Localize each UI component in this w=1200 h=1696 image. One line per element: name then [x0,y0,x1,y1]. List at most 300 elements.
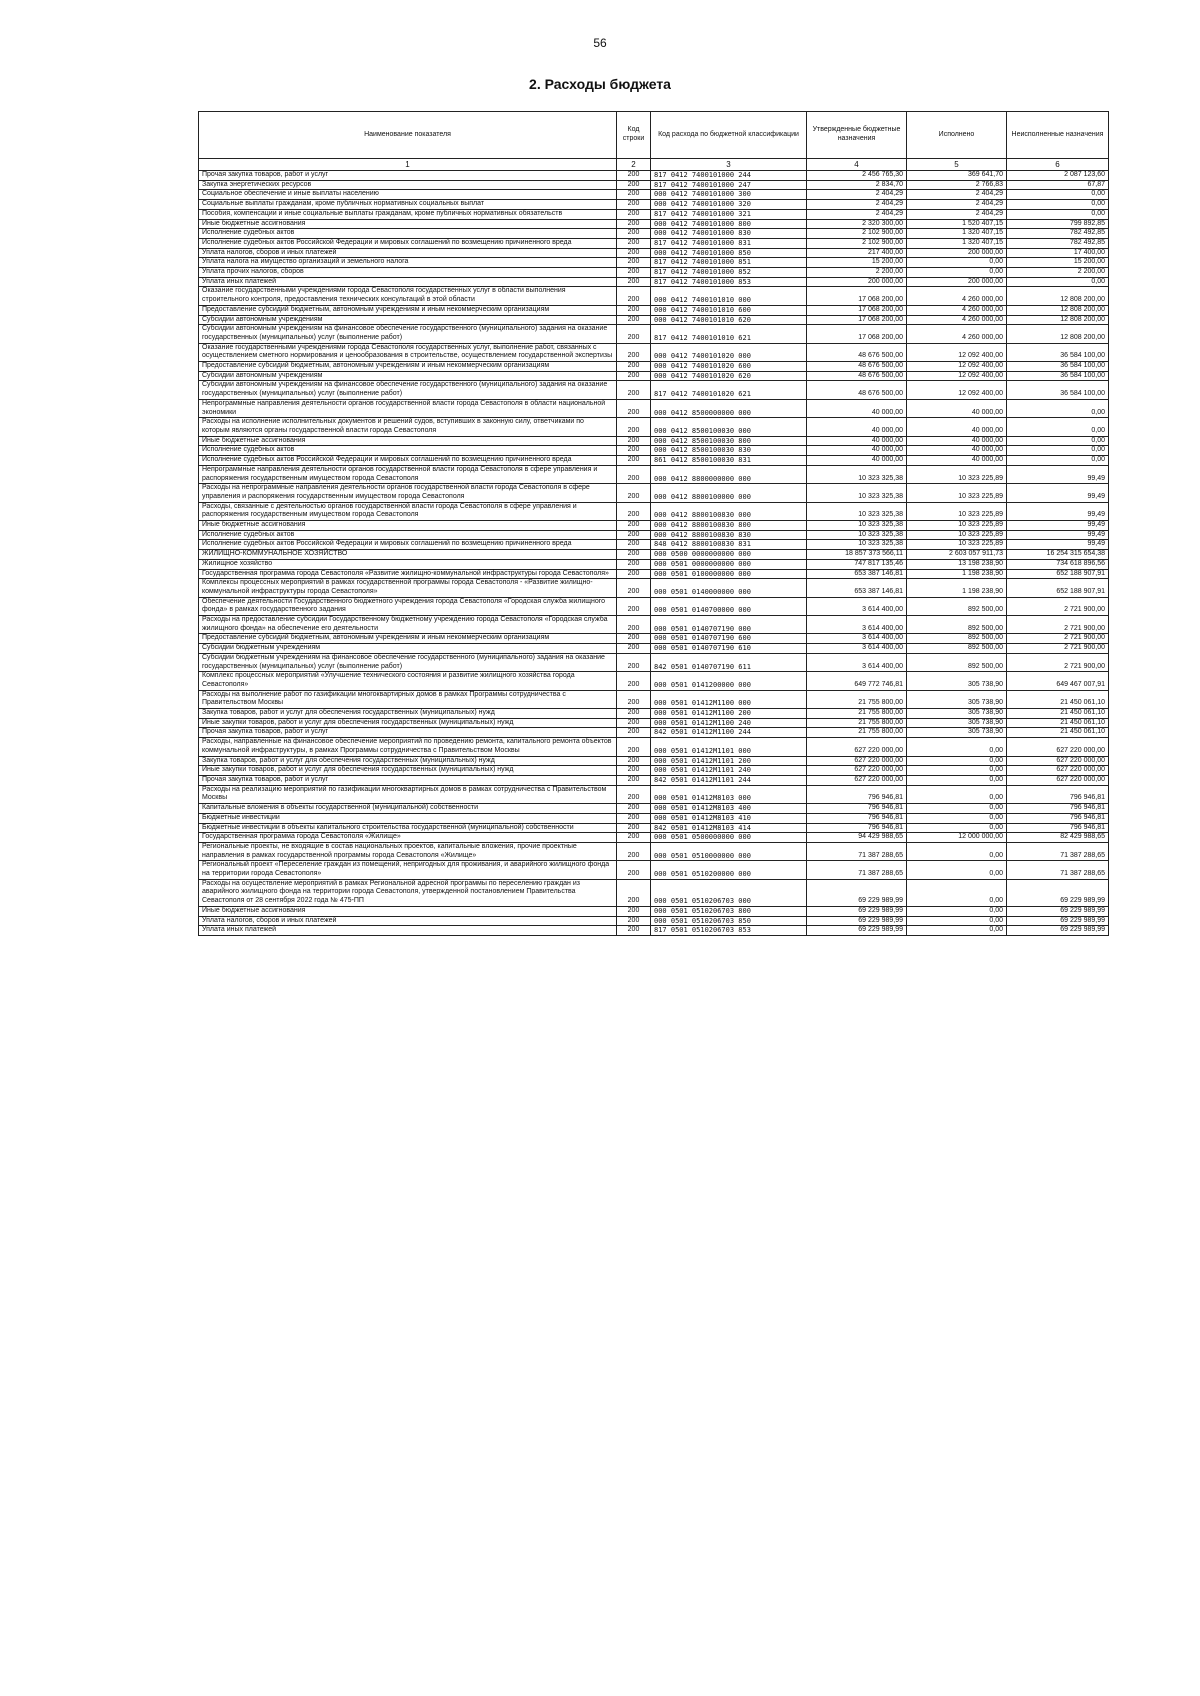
row-executed-amount: 12 092 400,00 [907,362,1007,372]
table-row [199,268,1109,278]
row-unexecuted-amount: 99,49 [1007,502,1109,520]
row-approved-amount: 69 229 989,99 [807,926,907,936]
row-classification-code: 000 0412 7400101010 000 [651,287,807,305]
row-indicator-name: Непрограммные направления деятельности органов государственной власти города Севастополя в сфере управления и распоряжения государственным имуществом города Севастополя [199,465,617,483]
table-row [199,813,1109,823]
row-classification-code: 842 0501 0140707190 611 [651,653,807,671]
row-line-code: 200 [617,597,651,615]
table-row [199,709,1109,719]
row-classification-code: 842 0501 01412М1100 244 [651,728,807,738]
row-unexecuted-amount: 652 188 907,91 [1007,569,1109,579]
row-classification-code: 817 0412 7400101000 851 [651,258,807,268]
row-classification-code: 000 0412 7400101000 850 [651,248,807,258]
row-unexecuted-amount: 627 220 000,00 [1007,776,1109,786]
row-line-code: 200 [617,209,651,219]
row-indicator-name: Уплата иных платежей [199,926,617,936]
table-row [199,258,1109,268]
row-line-code: 200 [617,766,651,776]
row-executed-amount: 2 603 057 911,73 [907,550,1007,560]
table-row [199,530,1109,540]
row-classification-code: 000 0412 7400101000 800 [651,219,807,229]
row-approved-amount: 796 946,81 [807,804,907,814]
table-row [199,305,1109,315]
row-line-code: 200 [617,229,651,239]
row-approved-amount: 653 387 146,81 [807,579,907,597]
page-number: 56 [593,36,607,50]
row-approved-amount: 200 000,00 [807,277,907,287]
row-line-code: 200 [617,521,651,531]
row-classification-code: 000 0501 01412М1101 240 [651,766,807,776]
row-line-code: 200 [617,315,651,325]
row-indicator-name: Социальные выплаты гражданам, кроме публичных нормативных социальных выплат [199,200,617,210]
row-approved-amount: 40 000,00 [807,418,907,436]
row-line-code: 200 [617,219,651,229]
row-indicator-name: Расходы на исполнение исполнительных документов и решений судов, вступивших в законную силу, ответчиками по которым являются органы государственной власти города Севастополя [199,418,617,436]
row-classification-code: 000 0501 0500000000 000 [651,833,807,843]
row-line-code: 200 [617,305,651,315]
column-number: 1 [199,159,617,171]
row-line-code: 200 [617,530,651,540]
row-executed-amount: 40 000,00 [907,446,1007,456]
row-unexecuted-amount: 0,00 [1007,277,1109,287]
row-unexecuted-amount: 0,00 [1007,436,1109,446]
table-row [199,521,1109,531]
row-executed-amount: 4 260 000,00 [907,287,1007,305]
header-unexecuted: Неисполненные назначения [1007,112,1109,159]
table-row [199,766,1109,776]
header-classification-code: Код расхода по бюджетной классификации [651,112,807,159]
row-line-code: 200 [617,248,651,258]
row-classification-code: 000 0412 7400101000 300 [651,190,807,200]
table-row [199,644,1109,654]
table-header-row [199,112,1109,159]
row-approved-amount: 2 404,29 [807,190,907,200]
row-approved-amount: 40 000,00 [807,436,907,446]
header-indicator-name: Наименование показателя [199,112,617,159]
table-row [199,690,1109,708]
row-approved-amount: 627 220 000,00 [807,766,907,776]
table-row [199,229,1109,239]
row-executed-amount: 0,00 [907,916,1007,926]
row-executed-amount: 2 766,83 [907,180,1007,190]
row-approved-amount: 3 614 400,00 [807,597,907,615]
table-row [199,209,1109,219]
row-classification-code: 817 0412 7400101000 852 [651,268,807,278]
row-approved-amount: 17 068 200,00 [807,305,907,315]
row-approved-amount: 21 755 800,00 [807,690,907,708]
row-indicator-name: Иные бюджетные ассигнования [199,521,617,531]
row-classification-code: 000 0501 0100000000 000 [651,569,807,579]
table-row [199,569,1109,579]
row-unexecuted-amount: 71 387 288,65 [1007,861,1109,879]
table-row [199,418,1109,436]
table-row [199,776,1109,786]
row-executed-amount: 0,00 [907,861,1007,879]
row-executed-amount: 4 260 000,00 [907,325,1007,343]
row-executed-amount: 10 323 225,89 [907,502,1007,520]
row-indicator-name: Расходы, связанные с деятельностью органов государственной власти города Севастополя в сфере управления и распоряжения государственным имуществом города Севастополя [199,502,617,520]
row-line-code: 200 [617,738,651,756]
row-line-code: 200 [617,268,651,278]
row-executed-amount: 0,00 [907,785,1007,803]
table-row [199,833,1109,843]
table-row [199,579,1109,597]
row-indicator-name: Расходы на выполнение работ по газификации многоквартирных домов в рамках Программы сотрудничества с Правительством Москвы [199,690,617,708]
table-row [199,277,1109,287]
table-row [199,248,1109,258]
row-indicator-name: Капитальные вложения в объекты государственной (муниципальной) собственности [199,804,617,814]
row-unexecuted-amount: 2 721 900,00 [1007,644,1109,654]
row-unexecuted-amount: 71 387 288,65 [1007,842,1109,860]
row-line-code: 200 [617,258,651,268]
table-row [199,171,1109,181]
row-indicator-name: Региональные проекты, не входящие в состав национальных проектов, капитальные вложения, прочие проектные направления в рамках государственной программы города Севастополя «Жилище» [199,842,617,860]
row-indicator-name: Комплекс процессных мероприятий «Улучшение технического состояния и развитие жилищного хозяйства города Севастополя» [199,672,617,690]
column-number-row [199,159,1109,171]
header-executed: Исполнено [907,112,1007,159]
row-indicator-name: Расходы на осуществление мероприятий в рамках Региональной адресной программы по переселению граждан из аварийного жилищного фонда на территории города Севастополя, утвержденной постановлением Правительства Севастополя от 28 сентября 2022 года № 475-ПП [199,879,617,906]
row-classification-code: 000 0501 0140707190 000 [651,616,807,634]
row-approved-amount: 40 000,00 [807,446,907,456]
row-classification-code: 817 0412 7400101020 621 [651,381,807,399]
row-line-code: 200 [617,653,651,671]
row-unexecuted-amount: 12 808 200,00 [1007,305,1109,315]
row-indicator-name: Расходы на непрограммные направления деятельности органов государственной власти города Севастополя в сфере управления и распоряжения государственным имуществом города Севастополя [199,484,617,502]
row-classification-code: 000 0501 0140707190 610 [651,644,807,654]
row-unexecuted-amount: 12 808 200,00 [1007,287,1109,305]
row-line-code: 200 [617,804,651,814]
table-row [199,325,1109,343]
row-unexecuted-amount: 36 584 100,00 [1007,343,1109,361]
table-row [199,484,1109,502]
row-approved-amount: 217 400,00 [807,248,907,258]
row-line-code: 200 [617,180,651,190]
table-row [199,861,1109,879]
table-row [199,190,1109,200]
row-classification-code: 000 0412 7400101010 600 [651,305,807,315]
row-executed-amount: 0,00 [907,766,1007,776]
row-approved-amount: 21 755 800,00 [807,718,907,728]
row-unexecuted-amount: 99,49 [1007,530,1109,540]
row-line-code: 200 [617,569,651,579]
table-row [199,653,1109,671]
row-unexecuted-amount: 36 584 100,00 [1007,362,1109,372]
row-approved-amount: 17 068 200,00 [807,315,907,325]
row-approved-amount: 2 404,29 [807,209,907,219]
row-executed-amount: 0,00 [907,926,1007,936]
row-classification-code: 000 0412 8800100830 800 [651,521,807,531]
row-unexecuted-amount: 0,00 [1007,446,1109,456]
row-approved-amount: 10 323 325,38 [807,465,907,483]
row-executed-amount: 305 738,90 [907,728,1007,738]
row-line-code: 200 [617,756,651,766]
header-line-code: Код строки [617,112,651,159]
row-executed-amount: 892 500,00 [907,634,1007,644]
table-row [199,399,1109,417]
row-indicator-name: Исполнение судебных актов Российской Федерации и мировых соглашений по возмещению причиненного вреда [199,456,617,466]
row-approved-amount: 649 772 746,81 [807,672,907,690]
row-line-code: 200 [617,634,651,644]
row-indicator-name: Исполнение судебных актов Российской Федерации и мировых соглашений по возмещению причиненного вреда [199,540,617,550]
row-executed-amount: 1 198 238,90 [907,579,1007,597]
row-approved-amount: 796 946,81 [807,813,907,823]
row-classification-code: 000 0501 0510000000 000 [651,842,807,860]
row-classification-code: 000 0501 01412М1100 240 [651,718,807,728]
row-indicator-name: Иные бюджетные ассигнования [199,906,617,916]
row-indicator-name: Субсидии автономным учреждениям на финансовое обеспечение государственного (муниципального) задания на оказание государственных (муниципальных) услуг (выполнение работ) [199,381,617,399]
row-indicator-name: Закупка энергетических ресурсов [199,180,617,190]
row-line-code: 200 [617,190,651,200]
row-classification-code: 000 0412 8800100830 000 [651,502,807,520]
row-executed-amount: 40 000,00 [907,418,1007,436]
row-executed-amount: 1 320 407,15 [907,238,1007,248]
row-executed-amount: 10 323 225,89 [907,521,1007,531]
row-classification-code: 000 0501 0510206703 850 [651,916,807,926]
row-classification-code: 000 0501 01412М1101 000 [651,738,807,756]
row-unexecuted-amount: 0,00 [1007,399,1109,417]
row-classification-code: 817 0412 7400101000 247 [651,180,807,190]
row-classification-code: 000 0501 01412М1100 000 [651,690,807,708]
table-row [199,616,1109,634]
row-unexecuted-amount: 2 721 900,00 [1007,597,1109,615]
table-row [199,502,1109,520]
row-indicator-name: Предоставление субсидий бюджетным, автономным учреждениям и иным некоммерческим организациям [199,634,617,644]
row-classification-code: 000 0501 01412М1101 200 [651,756,807,766]
row-approved-amount: 15 200,00 [807,258,907,268]
column-number: 4 [807,159,907,171]
row-executed-amount: 12 092 400,00 [907,343,1007,361]
row-indicator-name: Комплексы процессных мероприятий в рамках государственной программы города Севастополя - «Развитие жилищно-коммунальной инфраструктуры города Севастополя» [199,579,617,597]
row-indicator-name: Расходы, направленные на финансовое обеспечение мероприятий по проведению ремонта, капитального ремонта объектов коммунальной инфраструктуры, в рамках Программы сотрудничества с Правительством Москвы [199,738,617,756]
row-unexecuted-amount: 69 229 989,99 [1007,906,1109,916]
row-unexecuted-amount: 0,00 [1007,418,1109,436]
row-indicator-name: Расходы на реализацию мероприятий по газификации многоквартирных домов в рамках сотрудничества с Правительством Москвы [199,785,617,803]
row-line-code: 200 [617,399,651,417]
row-indicator-name: Уплата налогов, сборов и иных платежей [199,916,617,926]
row-executed-amount: 0,00 [907,776,1007,786]
row-line-code: 200 [617,718,651,728]
row-executed-amount: 4 260 000,00 [907,305,1007,315]
row-indicator-name: Исполнение судебных актов Российской Федерации и мировых соглашений по возмещению причиненного вреда [199,238,617,248]
table-row [199,436,1109,446]
row-line-code: 200 [617,672,651,690]
row-approved-amount: 40 000,00 [807,399,907,417]
row-indicator-name: Уплата налогов, сборов и иных платежей [199,248,617,258]
row-line-code: 200 [617,171,651,181]
row-indicator-name: Пособия, компенсации и иные социальные выплаты гражданам, кроме публичных нормативных обязательств [199,209,617,219]
row-indicator-name: Субсидии бюджетным учреждениям [199,644,617,654]
row-line-code: 200 [617,728,651,738]
row-indicator-name: Субсидии автономным учреждениям [199,371,617,381]
row-classification-code: 817 0501 0510206703 853 [651,926,807,936]
row-approved-amount: 10 323 325,38 [807,540,907,550]
row-classification-code: 000 0501 0510206703 000 [651,879,807,906]
table-row [199,823,1109,833]
row-classification-code: 817 0412 7400101000 321 [651,209,807,219]
row-approved-amount: 48 676 500,00 [807,362,907,372]
row-line-code: 200 [617,690,651,708]
row-line-code: 200 [617,644,651,654]
row-approved-amount: 3 614 400,00 [807,634,907,644]
row-indicator-name: Оказание государственными учреждениями города Севастополя государственных услуг, выполнение работ, связанных с осуществлением сметного нормирования и ценообразования в строительстве, осуществлением государственной экспертизы [199,343,617,361]
row-unexecuted-amount: 0,00 [1007,456,1109,466]
row-unexecuted-amount: 734 618 896,56 [1007,559,1109,569]
row-executed-amount: 892 500,00 [907,616,1007,634]
row-approved-amount: 2 102 900,00 [807,238,907,248]
row-classification-code: 000 0412 8800100000 000 [651,484,807,502]
row-unexecuted-amount: 99,49 [1007,521,1109,531]
table-row [199,804,1109,814]
table-row [199,916,1109,926]
row-line-code: 200 [617,287,651,305]
table-row [199,906,1109,916]
row-executed-amount: 2 404,29 [907,200,1007,210]
row-approved-amount: 40 000,00 [807,456,907,466]
row-classification-code: 861 0412 8500100030 831 [651,456,807,466]
column-number: 6 [1007,159,1109,171]
row-classification-code: 000 0412 8500100030 830 [651,446,807,456]
row-unexecuted-amount: 2 721 900,00 [1007,634,1109,644]
row-approved-amount: 2 404,29 [807,200,907,210]
row-unexecuted-amount: 796 946,81 [1007,804,1109,814]
table-row [199,559,1109,569]
row-unexecuted-amount: 2 721 900,00 [1007,653,1109,671]
row-classification-code: 000 0412 7400101000 320 [651,200,807,210]
row-indicator-name: Исполнение судебных актов [199,446,617,456]
row-unexecuted-amount: 99,49 [1007,484,1109,502]
row-indicator-name: Иные закупки товаров, работ и услуг для обеспечения государственных (муниципальных) нужд [199,718,617,728]
row-approved-amount: 69 229 989,99 [807,906,907,916]
row-approved-amount: 10 323 325,38 [807,521,907,531]
row-indicator-name: Предоставление субсидий бюджетным, автономным учреждениям и иным некоммерческим организациям [199,305,617,315]
table-row [199,540,1109,550]
row-approved-amount: 627 220 000,00 [807,776,907,786]
table-row [199,672,1109,690]
row-indicator-name: Иные бюджетные ассигнования [199,436,617,446]
row-unexecuted-amount: 67,87 [1007,180,1109,190]
row-line-code: 200 [617,277,651,287]
row-unexecuted-amount: 21 450 061,10 [1007,718,1109,728]
row-indicator-name: Прочая закупка товаров, работ и услуг [199,728,617,738]
row-approved-amount: 747 817 135,46 [807,559,907,569]
row-line-code: 200 [617,436,651,446]
row-indicator-name: Исполнение судебных актов [199,530,617,540]
row-unexecuted-amount: 796 946,81 [1007,785,1109,803]
row-line-code: 200 [617,484,651,502]
row-classification-code: 000 0412 7400101020 600 [651,362,807,372]
row-executed-amount: 1 198 238,90 [907,569,1007,579]
row-classification-code: 000 0412 7400101020 000 [651,343,807,361]
row-classification-code: 000 0412 8500100030 000 [651,418,807,436]
row-executed-amount: 40 000,00 [907,399,1007,417]
row-unexecuted-amount: 99,49 [1007,465,1109,483]
row-classification-code: 000 0501 0141200000 000 [651,672,807,690]
row-executed-amount: 892 500,00 [907,644,1007,654]
row-executed-amount: 4 260 000,00 [907,315,1007,325]
row-line-code: 200 [617,540,651,550]
row-unexecuted-amount: 649 467 007,91 [1007,672,1109,690]
row-classification-code: 000 0412 8800100830 830 [651,530,807,540]
row-indicator-name: ЖИЛИЩНО-КОММУНАЛЬНОЕ ХОЗЯЙСТВО [199,550,617,560]
row-classification-code: 000 0412 7400101000 830 [651,229,807,239]
row-unexecuted-amount: 782 492,85 [1007,229,1109,239]
row-classification-code: 842 0501 01412М8103 414 [651,823,807,833]
row-approved-amount: 21 755 800,00 [807,709,907,719]
table-row [199,381,1109,399]
row-indicator-name: Субсидии автономным учреждениям на финансовое обеспечение государственного (муниципального) задания на оказание государственных (муниципальных) услуг (выполнение работ) [199,325,617,343]
row-approved-amount: 3 614 400,00 [807,644,907,654]
row-approved-amount: 2 102 900,00 [807,229,907,239]
row-executed-amount: 0,00 [907,268,1007,278]
row-approved-amount: 653 387 146,81 [807,569,907,579]
row-line-code: 200 [617,381,651,399]
row-executed-amount: 40 000,00 [907,456,1007,466]
row-indicator-name: Иные закупки товаров, работ и услуг для обеспечения государственных (муниципальных) нужд [199,766,617,776]
row-classification-code: 842 0501 01412М1101 244 [651,776,807,786]
row-unexecuted-amount: 796 946,81 [1007,813,1109,823]
row-approved-amount: 48 676 500,00 [807,343,907,361]
row-line-code: 200 [617,785,651,803]
row-indicator-name: Закупка товаров, работ и услуг для обеспечения государственных (муниципальных) нужд [199,756,617,766]
row-unexecuted-amount: 69 229 989,99 [1007,926,1109,936]
row-executed-amount: 10 323 225,89 [907,465,1007,483]
row-executed-amount: 0,00 [907,813,1007,823]
column-number: 5 [907,159,1007,171]
row-classification-code: 000 0500 0000000000 000 [651,550,807,560]
row-line-code: 200 [617,456,651,466]
table-row [199,756,1109,766]
row-line-code: 200 [617,325,651,343]
row-line-code: 200 [617,906,651,916]
row-classification-code: 000 0412 7400101010 620 [651,315,807,325]
table-row [199,456,1109,466]
row-line-code: 200 [617,916,651,926]
row-unexecuted-amount: 627 220 000,00 [1007,756,1109,766]
row-classification-code: 000 0412 8800000000 000 [651,465,807,483]
row-unexecuted-amount: 16 254 315 654,38 [1007,550,1109,560]
row-line-code: 200 [617,465,651,483]
row-executed-amount: 0,00 [907,738,1007,756]
table-row [199,842,1109,860]
row-indicator-name: Субсидии бюджетным учреждениям на финансовое обеспечение государственного (муниципального) задания на оказание государственных (муниципальных) услуг (выполнение работ) [199,653,617,671]
row-indicator-name: Закупка товаров, работ и услуг для обеспечения государственных (муниципальных) нужд [199,709,617,719]
row-approved-amount: 2 834,70 [807,180,907,190]
row-approved-amount: 69 229 989,99 [807,916,907,926]
row-indicator-name: Исполнение судебных актов [199,229,617,239]
row-unexecuted-amount: 2 721 900,00 [1007,616,1109,634]
table-row [199,343,1109,361]
row-line-code: 200 [617,200,651,210]
row-approved-amount: 21 755 800,00 [807,728,907,738]
row-unexecuted-amount: 36 584 100,00 [1007,381,1109,399]
row-line-code: 200 [617,559,651,569]
row-classification-code: 817 0412 7400101010 621 [651,325,807,343]
row-indicator-name: Обеспечение деятельности Государственного бюджетного учреждения города Севастополя «Городская служба жилищного фонда» в рамках государственного задания [199,597,617,615]
row-approved-amount: 627 220 000,00 [807,756,907,766]
row-approved-amount: 627 220 000,00 [807,738,907,756]
row-classification-code: 817 0412 7400101000 853 [651,277,807,287]
row-line-code: 200 [617,418,651,436]
column-number: 2 [617,159,651,171]
row-indicator-name: Бюджетные инвестиции в объекты капитального строительства государственной (муниципальной) собственности [199,823,617,833]
row-classification-code: 000 0501 0140707190 600 [651,634,807,644]
row-executed-amount: 1 320 407,15 [907,229,1007,239]
row-executed-amount: 2 404,29 [907,209,1007,219]
table-row [199,550,1109,560]
row-executed-amount: 0,00 [907,804,1007,814]
table-body [199,171,1109,936]
row-indicator-name: Субсидии автономным учреждениям [199,315,617,325]
